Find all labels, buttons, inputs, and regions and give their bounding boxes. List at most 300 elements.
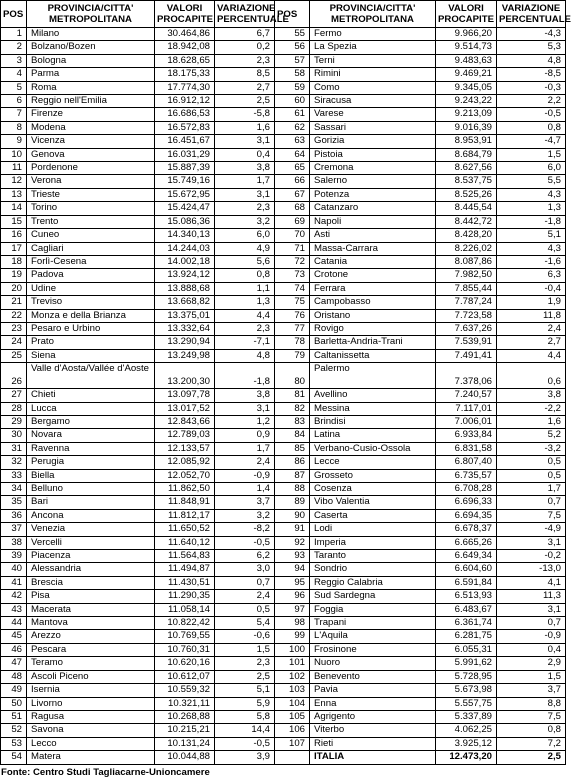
right-var-cell: 1,5 — [497, 148, 566, 161]
right-pos-cell: 56 — [275, 41, 310, 54]
right-pos-cell: 62 — [275, 121, 310, 134]
right-name-cell: Asti — [310, 229, 436, 242]
left-var-cell: 14,4 — [215, 724, 275, 737]
table-row — [1, 590, 566, 603]
left-value-cell: 16.686,53 — [155, 108, 215, 121]
table-row — [1, 202, 566, 215]
right-var-cell: 2,4 — [497, 322, 566, 335]
right-pos-cell: 91 — [275, 523, 310, 536]
left-value-cell: 10.268,88 — [155, 710, 215, 723]
right-pos-cell: 70 — [275, 229, 310, 242]
right-value-cell: 9.514,73 — [436, 41, 497, 54]
right-pos-cell: 104 — [275, 697, 310, 710]
left-name-cell: Ancona — [27, 509, 155, 522]
header-variation-left: VARIAZIONE PERCENTUALE — [215, 1, 275, 28]
source-note: Fonte: Centro Studi Tagliacarne-Unioncamere — [1, 766, 210, 778]
right-name-cell: Siracusa — [310, 95, 436, 108]
table-row — [1, 269, 566, 282]
header-variation-right: VARIAZIONE PERCENTUALE — [497, 1, 566, 28]
right-pos-cell: 94 — [275, 563, 310, 576]
right-value-cell: 6.708,28 — [436, 483, 497, 496]
left-var-cell: 2,5 — [215, 95, 275, 108]
right-pos-cell: 75 — [275, 296, 310, 309]
left-value-cell: 12.133,57 — [155, 442, 215, 455]
left-var-cell: 6,0 — [215, 229, 275, 242]
left-pos-cell: 38 — [1, 536, 27, 549]
left-pos-cell: 4 — [1, 68, 27, 81]
right-name-cell: Como — [310, 81, 436, 94]
left-value-cell: 18.942,08 — [155, 41, 215, 54]
left-value-cell: 15.672,95 — [155, 188, 215, 201]
table-row — [1, 148, 566, 161]
table-row — [1, 322, 566, 335]
left-var-cell: 3,9 — [215, 751, 275, 764]
right-pos-cell: 57 — [275, 54, 310, 67]
left-pos-cell: 47 — [1, 657, 27, 670]
left-var-cell: 2,4 — [215, 456, 275, 469]
right-var-cell: 2,2 — [497, 95, 566, 108]
left-pos-cell: 23 — [1, 322, 27, 335]
right-value-cell: 6.694,35 — [436, 509, 497, 522]
left-pos-cell: 41 — [1, 576, 27, 589]
right-name-cell: Imperia — [310, 536, 436, 549]
right-var-cell: 3,7 — [497, 684, 566, 697]
left-pos-cell: 17 — [1, 242, 27, 255]
right-var-cell: 11,3 — [497, 590, 566, 603]
right-pos-cell: 102 — [275, 670, 310, 683]
left-name-cell: Prato — [27, 336, 155, 349]
right-name-cell: Massa-Carrara — [310, 242, 436, 255]
table-row — [1, 697, 566, 710]
right-pos-cell: 76 — [275, 309, 310, 322]
left-name-cell: Trento — [27, 215, 155, 228]
right-value-cell: 9.213,09 — [436, 108, 497, 121]
right-name-cell: Frosinone — [310, 643, 436, 656]
right-var-cell: -4,7 — [497, 135, 566, 148]
left-var-cell: 3,7 — [215, 496, 275, 509]
right-name-cell: Viterbo — [310, 724, 436, 737]
right-name-cell: Brindisi — [310, 415, 436, 428]
table-row — [1, 630, 566, 643]
left-value-cell: 13.332,64 — [155, 322, 215, 335]
left-name-cell: Bologna — [27, 54, 155, 67]
left-value-cell: 13.097,78 — [155, 389, 215, 402]
right-pos-cell: 78 — [275, 336, 310, 349]
left-var-cell: 0,4 — [215, 148, 275, 161]
left-var-cell: 1,5 — [215, 643, 275, 656]
left-name-cell: Lecco — [27, 737, 155, 750]
left-pos-cell: 54 — [1, 751, 27, 764]
right-name-cell: Trapani — [310, 617, 436, 630]
left-value-cell: 12.843,66 — [155, 415, 215, 428]
table-row — [1, 175, 566, 188]
right-name-cell: Campobasso — [310, 296, 436, 309]
left-var-cell: 1,4 — [215, 483, 275, 496]
table-row — [1, 603, 566, 616]
right-value-cell: 6.483,67 — [436, 603, 497, 616]
table-row — [1, 657, 566, 670]
right-var-cell: 0,7 — [497, 617, 566, 630]
left-value-cell: 13.249,98 — [155, 349, 215, 362]
table-row — [1, 576, 566, 589]
left-pos-cell: 16 — [1, 229, 27, 242]
header-name-left: PROVINCIA/CITTA' METROPOLITANA — [27, 1, 155, 28]
right-value-cell: 3.925,12 — [436, 737, 497, 750]
right-var-cell: 1,9 — [497, 296, 566, 309]
right-name-cell: Reggio Calabria — [310, 576, 436, 589]
left-pos-cell: 27 — [1, 389, 27, 402]
left-var-cell: 4,9 — [215, 242, 275, 255]
left-var-cell: 3,8 — [215, 389, 275, 402]
left-var-cell: 1,7 — [215, 175, 275, 188]
left-name-cell: Mantova — [27, 617, 155, 630]
right-name-cell: Enna — [310, 697, 436, 710]
right-var-cell: 0,8 — [497, 724, 566, 737]
left-var-cell: 2,3 — [215, 322, 275, 335]
right-pos-cell: 79 — [275, 349, 310, 362]
left-value-cell: 15.424,47 — [155, 202, 215, 215]
table-row — [1, 188, 566, 201]
right-pos-cell: 95 — [275, 576, 310, 589]
right-pos-cell: 66 — [275, 175, 310, 188]
left-var-cell: 2,3 — [215, 54, 275, 67]
right-value-cell: 8.428,20 — [436, 229, 497, 242]
left-name-cell: Macerata — [27, 603, 155, 616]
table-row — [1, 429, 566, 442]
table-row — [1, 54, 566, 67]
left-name-cell: Ragusa — [27, 710, 155, 723]
table-row — [1, 456, 566, 469]
right-var-cell: -1,8 — [497, 215, 566, 228]
right-value-cell: 8.087,86 — [436, 255, 497, 268]
right-var-cell: 1,7 — [497, 483, 566, 496]
right-var-cell: 7,5 — [497, 710, 566, 723]
right-pos-cell: 81 — [275, 389, 310, 402]
left-name-cell: Monza e della Brianza — [27, 309, 155, 322]
left-name-cell: Livorno — [27, 697, 155, 710]
right-pos-cell: 65 — [275, 162, 310, 175]
right-var-cell: 4,1 — [497, 576, 566, 589]
table-header-row — [1, 1, 566, 28]
left-var-cell: 3,0 — [215, 563, 275, 576]
right-pos-cell: 77 — [275, 322, 310, 335]
right-value-cell: 8.537,75 — [436, 175, 497, 188]
right-value-cell: 8.226,02 — [436, 242, 497, 255]
right-var-cell: -2,2 — [497, 402, 566, 415]
left-var-cell: 6,7 — [215, 28, 275, 41]
left-name-cell: Forlì-Cesena — [27, 255, 155, 268]
left-value-cell: 14.244,03 — [155, 242, 215, 255]
left-value-cell: 13.200,30 — [155, 363, 215, 389]
left-name-cell: Matera — [27, 751, 155, 764]
header-pos-left: POS — [1, 1, 27, 28]
right-pos-cell: 97 — [275, 603, 310, 616]
table-row — [1, 121, 566, 134]
left-var-cell: 2,5 — [215, 670, 275, 683]
left-name-cell: Belluno — [27, 483, 155, 496]
left-pos-cell: 25 — [1, 349, 27, 362]
left-name-cell: Isernia — [27, 684, 155, 697]
right-pos-cell: 64 — [275, 148, 310, 161]
table-row — [1, 563, 566, 576]
left-value-cell: 10.822,42 — [155, 617, 215, 630]
left-name-cell: Bari — [27, 496, 155, 509]
right-name-cell: Latina — [310, 429, 436, 442]
right-pos-cell: 85 — [275, 442, 310, 455]
left-var-cell: 1,2 — [215, 415, 275, 428]
table-row — [1, 363, 566, 389]
right-var-cell: -0,9 — [497, 630, 566, 643]
table-row — [1, 643, 566, 656]
table-row — [1, 402, 566, 415]
right-value-cell: 6.678,37 — [436, 523, 497, 536]
right-value-cell: 5.673,98 — [436, 684, 497, 697]
left-var-cell: 2,3 — [215, 657, 275, 670]
left-var-cell: -1,8 — [215, 363, 275, 389]
left-pos-cell: 45 — [1, 630, 27, 643]
right-value-cell: 7.855,44 — [436, 282, 497, 295]
right-value-cell: 7.240,57 — [436, 389, 497, 402]
right-var-cell: 0,5 — [497, 456, 566, 469]
table-body — [1, 28, 566, 765]
right-value-cell: 5.557,75 — [436, 697, 497, 710]
right-pos-cell: 84 — [275, 429, 310, 442]
right-pos-cell: 83 — [275, 415, 310, 428]
table-row — [1, 509, 566, 522]
right-pos-cell: 82 — [275, 402, 310, 415]
right-name-cell: Lodi — [310, 523, 436, 536]
right-value-cell: 7.117,01 — [436, 402, 497, 415]
right-value-cell: 6.513,93 — [436, 590, 497, 603]
table-row — [1, 483, 566, 496]
left-var-cell: 2,4 — [215, 590, 275, 603]
right-pos-cell: 63 — [275, 135, 310, 148]
right-pos-cell: 106 — [275, 724, 310, 737]
left-value-cell: 11.430,51 — [155, 576, 215, 589]
right-var-cell: 5,2 — [497, 429, 566, 442]
left-name-cell: Ascoli Piceno — [27, 670, 155, 683]
right-value-cell: 6.933,84 — [436, 429, 497, 442]
left-value-cell: 10.620,16 — [155, 657, 215, 670]
right-name-cell: Potenza — [310, 188, 436, 201]
left-value-cell: 16.451,67 — [155, 135, 215, 148]
left-value-cell: 11.494,87 — [155, 563, 215, 576]
left-pos-cell: 22 — [1, 309, 27, 322]
table-row — [1, 255, 566, 268]
right-value-cell: 7.787,24 — [436, 296, 497, 309]
left-var-cell: -8,2 — [215, 523, 275, 536]
table-row — [1, 296, 566, 309]
table-row — [1, 41, 566, 54]
left-pos-cell: 24 — [1, 336, 27, 349]
left-name-cell: Cagliari — [27, 242, 155, 255]
left-var-cell: 3,1 — [215, 135, 275, 148]
right-value-cell: 7.006,01 — [436, 415, 497, 428]
left-value-cell: 30.464,86 — [155, 28, 215, 41]
right-value-cell: 6.281,75 — [436, 630, 497, 643]
left-pos-cell: 49 — [1, 684, 27, 697]
left-name-cell: Vicenza — [27, 135, 155, 148]
right-name-cell: Avellino — [310, 389, 436, 402]
table-row — [1, 162, 566, 175]
right-var-cell: 6,3 — [497, 269, 566, 282]
right-name-cell: Rimini — [310, 68, 436, 81]
left-value-cell: 13.290,94 — [155, 336, 215, 349]
left-value-cell: 12.085,92 — [155, 456, 215, 469]
right-pos-cell: 88 — [275, 483, 310, 496]
left-pos-cell: 40 — [1, 563, 27, 576]
left-name-cell: Genova — [27, 148, 155, 161]
left-name-cell: Arezzo — [27, 630, 155, 643]
table-row — [1, 523, 566, 536]
left-name-cell: Alessandria — [27, 563, 155, 576]
right-var-cell: 11,8 — [497, 309, 566, 322]
left-name-cell: Reggio nell'Emilia — [27, 95, 155, 108]
left-var-cell: -0,5 — [215, 536, 275, 549]
right-var-cell: -3,2 — [497, 442, 566, 455]
right-name-cell: Terni — [310, 54, 436, 67]
left-pos-cell: 34 — [1, 483, 27, 496]
left-pos-cell: 48 — [1, 670, 27, 683]
table-row — [1, 309, 566, 322]
right-pos-cell — [275, 751, 310, 764]
right-value-cell: 8.445,54 — [436, 202, 497, 215]
left-value-cell: 18.175,33 — [155, 68, 215, 81]
left-var-cell: 8,5 — [215, 68, 275, 81]
left-value-cell: 10.321,11 — [155, 697, 215, 710]
right-name-cell: Catania — [310, 255, 436, 268]
right-var-cell: 2,5 — [497, 751, 566, 764]
right-var-cell: 7,2 — [497, 737, 566, 750]
left-name-cell: Padova — [27, 269, 155, 282]
left-name-cell: Udine — [27, 282, 155, 295]
right-name-cell: Caserta — [310, 509, 436, 522]
left-name-cell: Bergamo — [27, 415, 155, 428]
left-name-cell: Milano — [27, 28, 155, 41]
left-pos-cell: 26 — [1, 363, 27, 389]
right-pos-cell: 72 — [275, 255, 310, 268]
table-row — [1, 737, 566, 750]
table-row — [1, 68, 566, 81]
right-name-cell: Cosenza — [310, 483, 436, 496]
left-value-cell: 13.668,82 — [155, 296, 215, 309]
left-name-cell: Ravenna — [27, 442, 155, 455]
right-name-cell: Lecce — [310, 456, 436, 469]
left-var-cell: 0,9 — [215, 429, 275, 442]
right-var-cell: 1,6 — [497, 415, 566, 428]
left-value-cell: 10.612,07 — [155, 670, 215, 683]
left-value-cell: 12.052,70 — [155, 469, 215, 482]
right-pos-cell: 107 — [275, 737, 310, 750]
left-var-cell: 3,1 — [215, 188, 275, 201]
right-value-cell: 8.953,91 — [436, 135, 497, 148]
left-value-cell: 11.290,35 — [155, 590, 215, 603]
right-pos-cell: 68 — [275, 202, 310, 215]
right-value-cell: 9.243,22 — [436, 95, 497, 108]
right-var-cell: 4,4 — [497, 349, 566, 362]
left-pos-cell: 15 — [1, 215, 27, 228]
right-pos-cell: 90 — [275, 509, 310, 522]
left-name-cell: Piacenza — [27, 550, 155, 563]
table-row — [1, 336, 566, 349]
right-pos-cell: 61 — [275, 108, 310, 121]
right-var-cell: 2,7 — [497, 336, 566, 349]
right-name-cell: Vibo Valentia — [310, 496, 436, 509]
left-pos-cell: 46 — [1, 643, 27, 656]
left-pos-cell: 5 — [1, 81, 27, 94]
left-pos-cell: 42 — [1, 590, 27, 603]
right-value-cell: 8.684,79 — [436, 148, 497, 161]
left-pos-cell: 3 — [1, 54, 27, 67]
right-value-cell: 6.361,74 — [436, 617, 497, 630]
left-var-cell: 0,2 — [215, 41, 275, 54]
right-value-cell: 5.337,89 — [436, 710, 497, 723]
right-name-cell: Agrigento — [310, 710, 436, 723]
left-pos-cell: 20 — [1, 282, 27, 295]
left-name-cell: Perugia — [27, 456, 155, 469]
right-value-cell: 5.991,62 — [436, 657, 497, 670]
right-value-cell: 8.627,56 — [436, 162, 497, 175]
right-name-cell: Fermo — [310, 28, 436, 41]
right-var-cell: 6,0 — [497, 162, 566, 175]
right-value-cell: 7.637,26 — [436, 322, 497, 335]
left-name-cell: Trieste — [27, 188, 155, 201]
right-pos-cell: 59 — [275, 81, 310, 94]
left-value-cell: 10.559,32 — [155, 684, 215, 697]
left-var-cell: 0,7 — [215, 576, 275, 589]
table-row — [1, 442, 566, 455]
right-var-cell: 3,8 — [497, 389, 566, 402]
left-name-cell: Valle d'Aosta/Vallée d'Aoste — [27, 363, 155, 389]
right-name-cell: Napoli — [310, 215, 436, 228]
right-pos-cell: 92 — [275, 536, 310, 549]
right-value-cell: 9.345,05 — [436, 81, 497, 94]
left-var-cell: -0,6 — [215, 630, 275, 643]
left-pos-cell: 36 — [1, 509, 27, 522]
left-var-cell: 2,3 — [215, 202, 275, 215]
left-pos-cell: 51 — [1, 710, 27, 723]
right-var-cell: -4,3 — [497, 28, 566, 41]
right-var-cell: 0,6 — [497, 363, 566, 389]
left-pos-cell: 33 — [1, 469, 27, 482]
left-var-cell: 2,7 — [215, 81, 275, 94]
left-var-cell: 0,8 — [215, 269, 275, 282]
left-value-cell: 13.888,68 — [155, 282, 215, 295]
left-value-cell: 12.789,03 — [155, 429, 215, 442]
left-value-cell: 16.572,83 — [155, 121, 215, 134]
left-var-cell: -0,9 — [215, 469, 275, 482]
table-row — [1, 28, 566, 41]
left-value-cell: 16.031,29 — [155, 148, 215, 161]
table-row — [1, 496, 566, 509]
right-value-cell: 7.491,41 — [436, 349, 497, 362]
right-var-cell: 1,5 — [497, 670, 566, 683]
right-name-cell: Catanzaro — [310, 202, 436, 215]
left-name-cell: Cuneo — [27, 229, 155, 242]
table-row — [1, 724, 566, 737]
table-row — [1, 135, 566, 148]
right-var-cell: 1,3 — [497, 202, 566, 215]
left-pos-cell: 32 — [1, 456, 27, 469]
right-pos-cell: 100 — [275, 643, 310, 656]
right-name-cell: Caltanissetta — [310, 349, 436, 362]
right-name-cell: Messina — [310, 402, 436, 415]
right-pos-cell: 73 — [275, 269, 310, 282]
right-var-cell: -0,4 — [497, 282, 566, 295]
left-var-cell: 6,2 — [215, 550, 275, 563]
table-row — [1, 242, 566, 255]
left-value-cell: 11.058,14 — [155, 603, 215, 616]
